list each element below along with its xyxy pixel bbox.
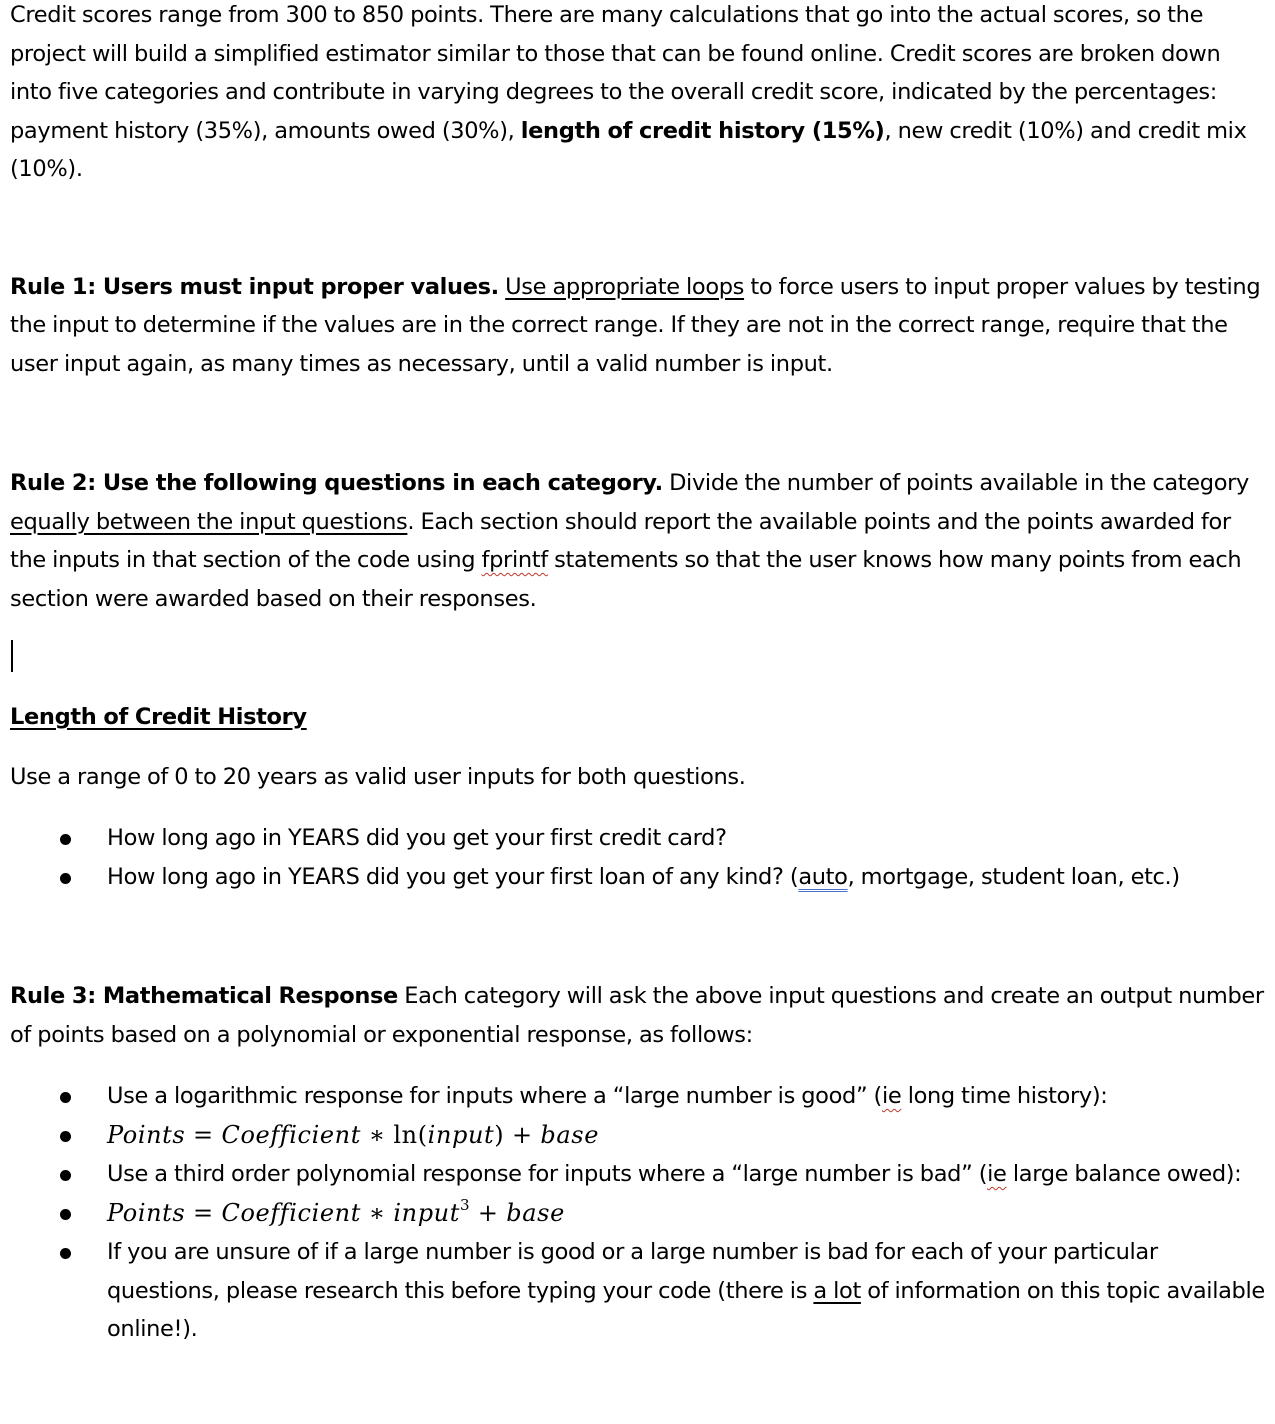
rule2-text: Divide the number of points available in the category (662, 470, 1249, 496)
cursor-line[interactable] (10, 638, 1265, 676)
rule2-text-middle: . Each section should report the available points and the points awarded for the inputs in that section of the code using (10, 508, 1231, 573)
research-note-underlined: a lot (813, 1277, 861, 1304)
spellcheck-flagged-word[interactable]: ie (987, 1161, 1007, 1187)
rule1-underlined-text: Use appropriate loops (505, 273, 745, 300)
grammar-flagged-word[interactable]: auto (798, 864, 848, 890)
intro-text: Credit scores range from 300 to 850 points. There are many calculations that go into the actual scores, so the project will build a simplified estimator similar to those that can be found online. Credit scores are broken down into five categories and contribute in varying degrees to the overall credit score, indicated by the percentages: payment history (35%), amounts owed (30%), (10, 2, 1221, 144)
document-body (10, 0, 1265, 1349)
rule3-paragraph (10, 977, 1265, 1054)
formula-coefficient: Coefficient (221, 1198, 361, 1227)
rule1-paragraph (10, 268, 1265, 384)
list-item (10, 1194, 1265, 1234)
formula-points: Points (107, 1120, 186, 1149)
range-note: Use a range of 0 to 20 years as valid user inputs for both questions. (10, 763, 746, 790)
rule3-label: Rule 3: Mathematical Response (10, 983, 398, 1009)
question-2-end: , mortgage, student loan, etc.) (847, 864, 1180, 890)
rule1-text: to force users to input proper values by testing the input to determine if the values are in the correct range. If they are not in the correct range, require that the user input again, as many times as necessary, until a valid number is input. (10, 273, 1261, 377)
list-item (10, 819, 1265, 858)
formula-input: input (427, 1120, 495, 1149)
formula-base: base (506, 1198, 565, 1227)
formula-equals: = (185, 1198, 222, 1227)
response-list (10, 1077, 1265, 1349)
formula-paren-close: ) (494, 1120, 505, 1149)
research-note-text-end: of information on this topic available online!). (107, 1277, 1265, 1342)
list-item (10, 858, 1265, 897)
formula-equals: = (185, 1120, 222, 1149)
log-response-text: Use a logarithmic response for inputs where a “large number is good” ( (107, 1083, 882, 1109)
log-response-text-end: long time history): (901, 1083, 1108, 1109)
formula-ln: ln (393, 1120, 418, 1149)
blank-space (10, 897, 1265, 977)
formula-exponent: 3 (459, 1195, 471, 1214)
text-cursor (11, 640, 13, 672)
formula-base: base (540, 1120, 600, 1149)
blank-space (10, 618, 1265, 638)
list-item (10, 1077, 1265, 1116)
rule2-underlined-text: equally between the input questions (10, 508, 408, 535)
formula-operator: ∗ (360, 1120, 394, 1149)
formula-operator: ∗ (360, 1198, 394, 1227)
formula-points: Points (107, 1198, 186, 1227)
question-1: How long ago in YEARS did you get your first credit card? (107, 825, 727, 851)
rule1-label: Rule 1: Users must input proper values. (10, 273, 499, 300)
list-item (10, 1233, 1265, 1349)
rule2-paragraph (10, 464, 1265, 618)
intro-text-end: , new credit (10%) and credit mix (10%). (10, 117, 1247, 182)
spellcheck-flagged-word[interactable]: ie (881, 1083, 902, 1109)
formula-paren-open: ( (417, 1120, 428, 1149)
section-heading: Length of Credit History (10, 704, 307, 730)
blank-space (10, 189, 1265, 268)
intro-bold-text: length of credit history (15%) (520, 117, 885, 144)
research-note-text: If you are unsure of if a large number is good or a large number is bad for each of your particular questions, please research this before typing your code (there is (107, 1239, 1158, 1304)
question-list (10, 819, 1265, 897)
formula-plus: + (504, 1120, 541, 1149)
list-item (10, 1155, 1265, 1194)
poly-response-text: Use a third order polynomial response for inputs where a “large number is bad” ( (107, 1161, 988, 1187)
intro-paragraph (10, 0, 1265, 189)
rule2-label: Rule 2: Use the following questions in each category. (10, 470, 663, 496)
formula-input: input (393, 1198, 460, 1227)
rule3-text: Each category will ask the above input questions and create an output number of points based on a polynomial or exponential response, as follows: (10, 983, 1264, 1048)
formula-coefficient: Coefficient (221, 1120, 361, 1149)
log-formula (107, 1121, 599, 1149)
list-item (10, 1116, 1265, 1156)
formula-plus: + (470, 1198, 507, 1227)
spellcheck-flagged-word[interactable]: fprintf (481, 547, 548, 573)
poly-formula (107, 1195, 565, 1227)
question-2: How long ago in YEARS did you get your first loan of any kind? ( (107, 864, 799, 890)
poly-response-text-end: large balance owed): (1006, 1161, 1242, 1187)
blank-space (10, 383, 1265, 464)
rule2-text-end: statements so that the user knows how many points from each section were awarded based on their responses. (10, 547, 1242, 612)
